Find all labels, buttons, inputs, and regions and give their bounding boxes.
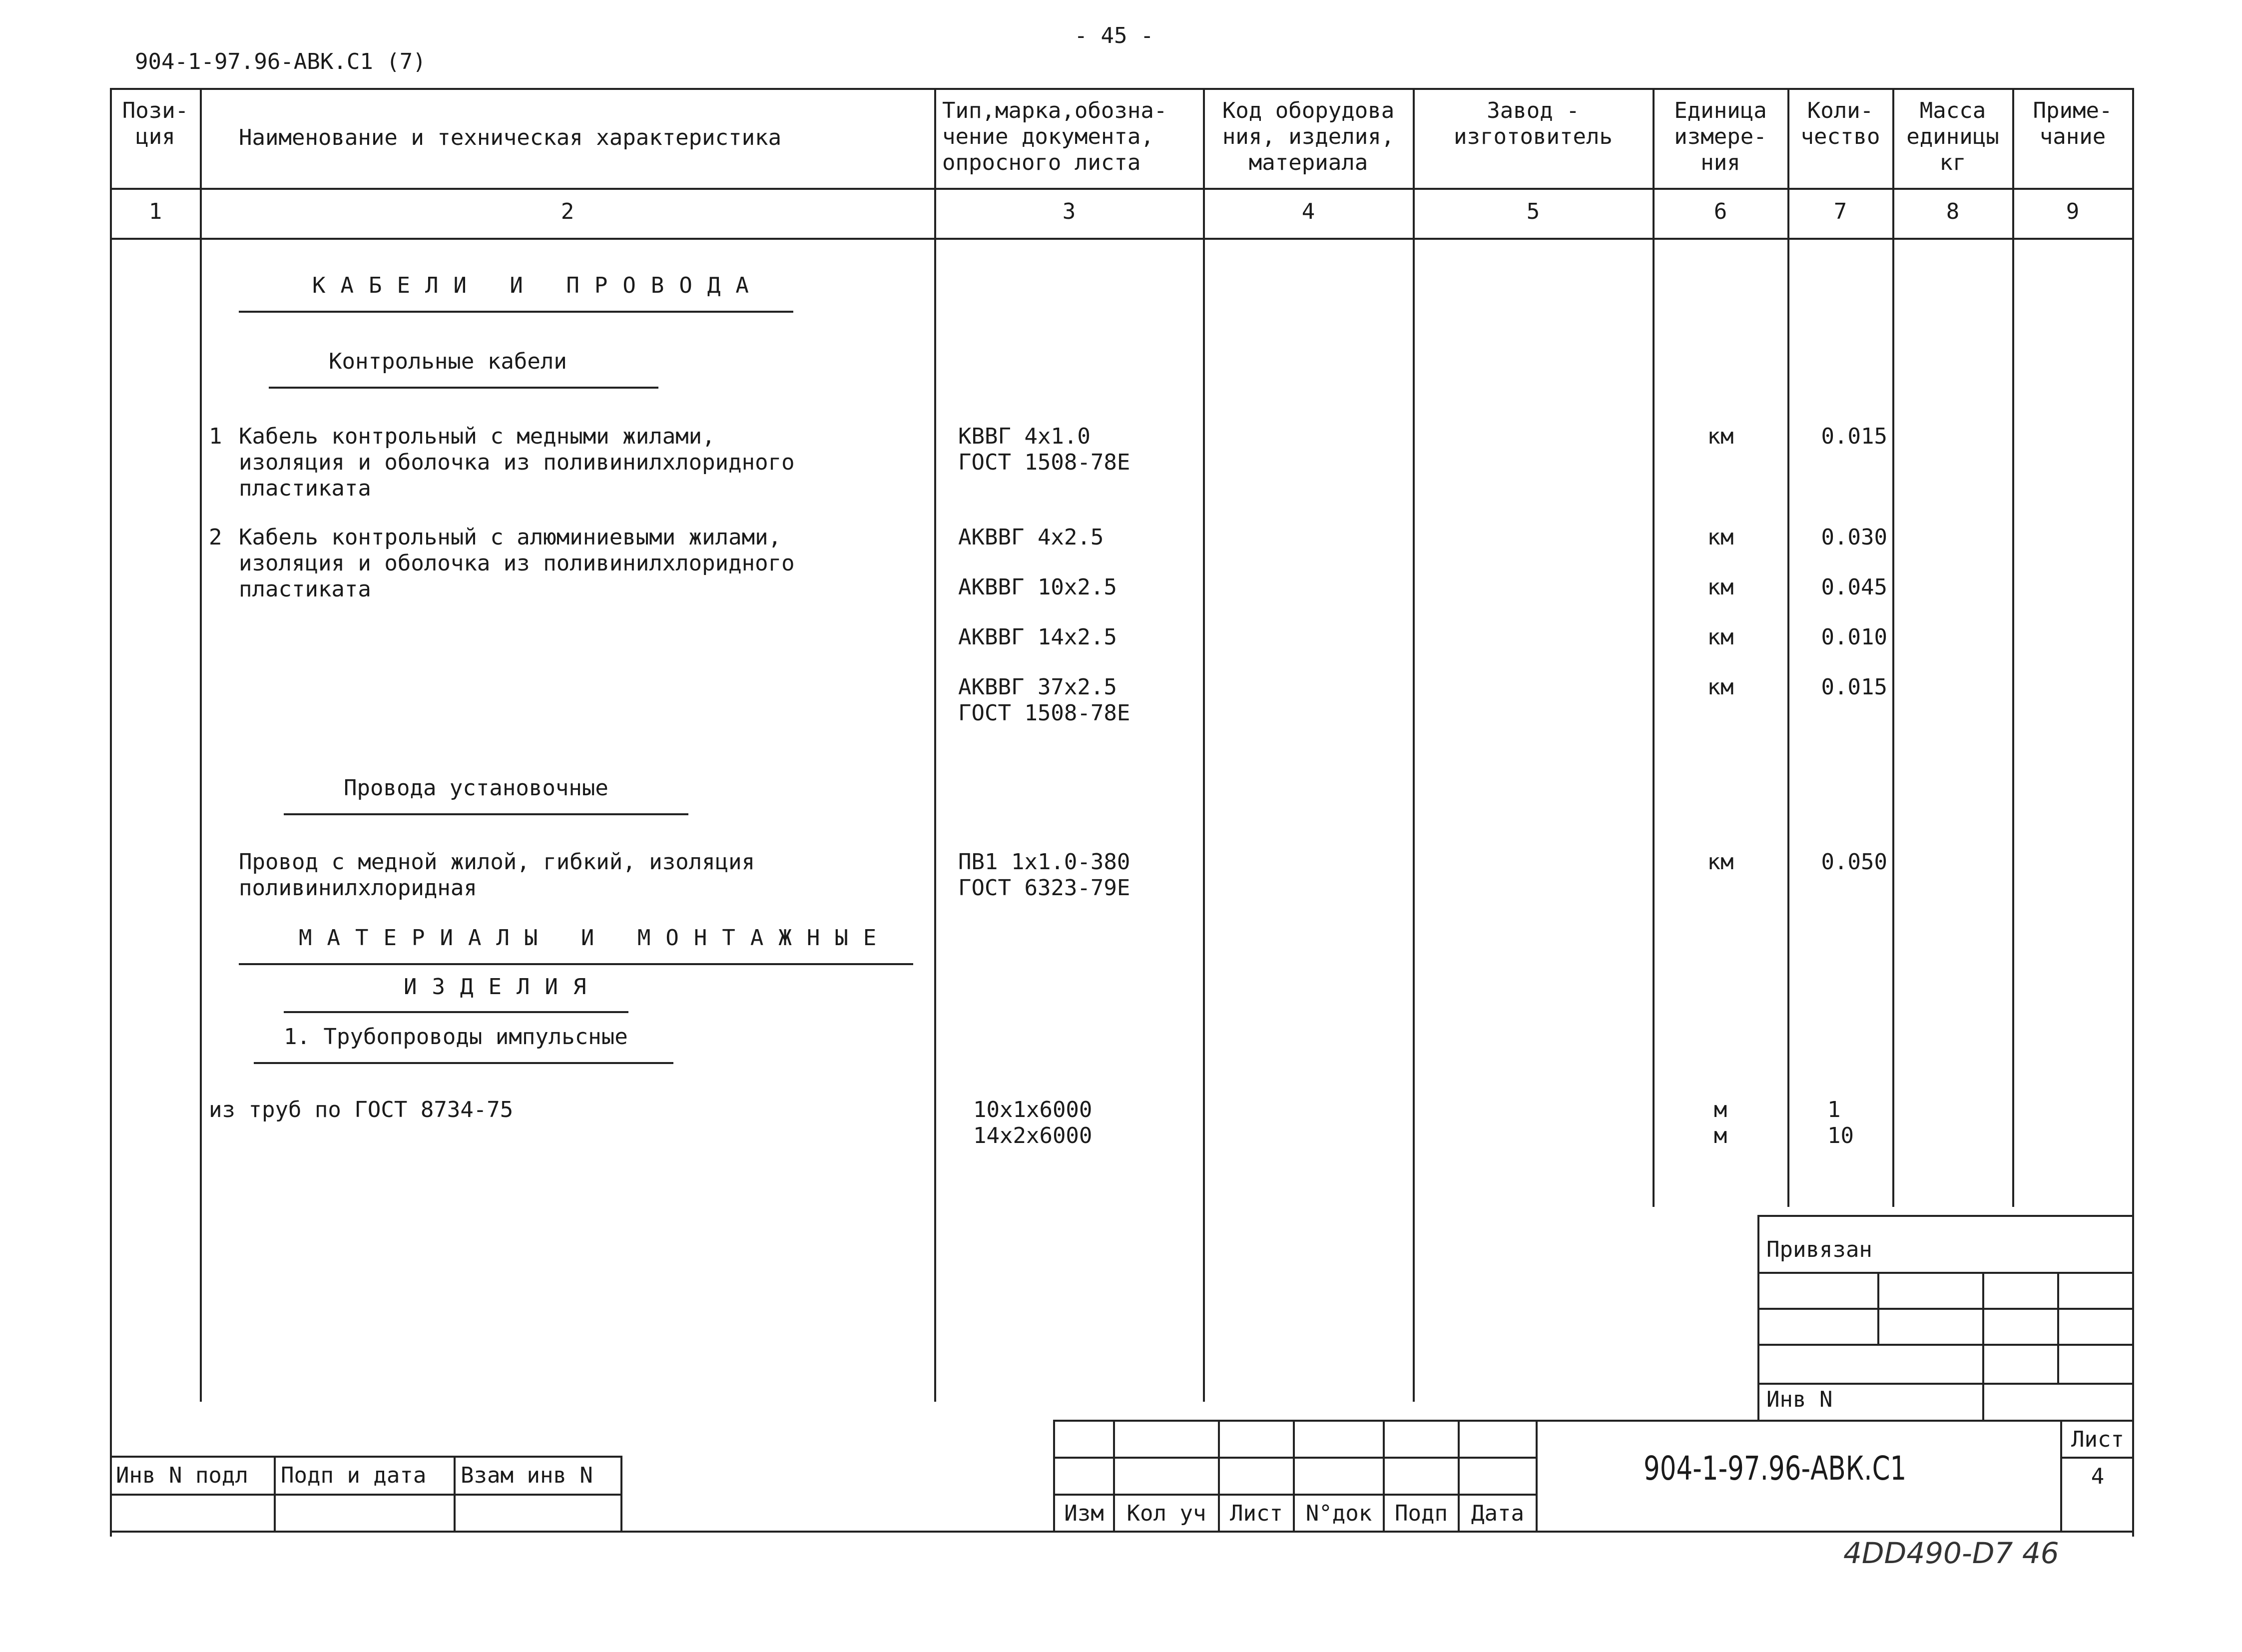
row2-unit: км	[1707, 525, 1734, 550]
title-block-doc-code: 904-1-97.96-АВК.С1	[1644, 1449, 1907, 1488]
row3-type: АКВВГ 10х2.5	[958, 574, 1117, 600]
rev-label-data: Дата	[1471, 1501, 1524, 1526]
col-header-5: Завод - изготовитель	[1454, 98, 1613, 149]
underline	[284, 1011, 628, 1013]
row4-unit: км	[1707, 624, 1734, 650]
row5-qty: 0.015	[1821, 674, 1887, 700]
col-num-8: 8	[1946, 199, 1960, 224]
underline	[284, 813, 688, 815]
row2-type: АКВВГ 4х2.5	[958, 525, 1104, 550]
privyazan-label: Привязан	[1766, 1237, 1872, 1262]
row6-name: Провод с медной жилой, гибкий, изоляция поливинилхлоридная	[239, 849, 755, 901]
sheet-label: Лист	[2071, 1427, 2124, 1452]
row7-qty: 1 10	[1827, 1097, 1854, 1148]
col-num-4: 4	[1301, 199, 1315, 224]
left-label-vzam-inv: Взам инв N	[461, 1463, 593, 1488]
section-pipes: 1. Трубопроводы импульсные	[284, 1024, 628, 1050]
rev-label-list: Лист	[1230, 1501, 1283, 1526]
col-num-6: 6	[1713, 199, 1727, 224]
row2-name: Кабель контрольный с алюминиевыми жилами, изоляция и оболочка из поливинилхлоридного пластиката	[239, 525, 795, 602]
col-num-1: 1	[148, 199, 162, 224]
row3-unit: км	[1707, 574, 1734, 600]
doc-code-top: 904-1-97.96-АВК.С1 (7)	[135, 49, 426, 74]
row1-pos: 1	[209, 424, 222, 449]
handwritten-note: 4DD490-D7 46	[1843, 1536, 2059, 1570]
sheet-number: 4	[2091, 1464, 2105, 1489]
page-number: - 45 -	[1074, 23, 1154, 48]
section-wires: Провода установочные	[344, 775, 608, 801]
underline	[239, 963, 913, 965]
row1-qty: 0.015	[1821, 424, 1887, 449]
left-label-podp-data: Подп и дата	[281, 1463, 427, 1488]
col-num-7: 7	[1833, 199, 1847, 224]
row3-qty: 0.045	[1821, 574, 1887, 600]
rev-label-ndok: N°док	[1305, 1501, 1372, 1526]
row2-qty: 0.030	[1821, 525, 1887, 550]
section-cables-title: КАБЕЛИ И ПРОВОДА	[312, 273, 764, 298]
rev-label-izm: Изм	[1064, 1501, 1104, 1526]
row7-type: 10х1х6000 14х2х6000	[973, 1097, 1093, 1148]
row6-type: ПВ1 1х1.0-380 ГОСТ 6323-79Е	[958, 849, 1130, 901]
row7-name: из труб по ГОСТ 8734-75	[209, 1097, 514, 1122]
row1-name: Кабель контрольный с медными жилами, изоляция и оболочка из поливинилхлоридного пластиката	[239, 424, 795, 501]
section-materials-line2: ИЗДЕЛИЯ	[404, 974, 601, 1000]
col-header-3: Тип,марка,обозна- чение документа, опросного листа	[942, 98, 1167, 175]
col-num-5: 5	[1526, 199, 1540, 224]
underline	[254, 1062, 673, 1064]
section-control-cables: Контрольные кабели	[329, 349, 567, 374]
col-num-3: 3	[1062, 199, 1076, 224]
rev-label-podp: Подп	[1395, 1501, 1448, 1526]
row7-unit: м м	[1713, 1097, 1727, 1148]
underline	[269, 387, 658, 389]
section-materials-line1: МАТЕРИАЛЫ И МОНТАЖНЫЕ	[299, 925, 892, 951]
col-header-9: Приме- чание	[2033, 98, 2113, 149]
row4-qty: 0.010	[1821, 624, 1887, 650]
row4-type: АКВВГ 14х2.5	[958, 624, 1117, 650]
row6-qty: 0.050	[1821, 849, 1887, 875]
row1-type: КВВГ 4х1.0 ГОСТ 1508-78Е	[958, 424, 1130, 475]
underline	[239, 311, 793, 313]
col-header-8: Масса единицы кг	[1906, 98, 1999, 175]
col-header-7: Коли- чество	[1800, 98, 1880, 149]
col-header-6: Единица измере- ния	[1674, 98, 1767, 175]
rev-label-kol-uch: Кол уч	[1126, 1501, 1206, 1526]
row2-pos: 2	[209, 525, 222, 550]
col-header-4: Код оборудова ния, изделия, материала	[1222, 98, 1395, 175]
col-header-2: Наименование и техническая характеристика	[239, 125, 782, 150]
row1-unit: км	[1707, 424, 1734, 449]
col-num-9: 9	[2066, 199, 2080, 224]
left-label-inv-podl: Инв N подл	[116, 1463, 248, 1488]
inv-n-label: Инв N	[1766, 1387, 1833, 1412]
row5-unit: км	[1707, 674, 1734, 700]
col-header-1: Пози- ция	[122, 98, 189, 149]
row6-unit: км	[1707, 849, 1734, 875]
col-num-2: 2	[560, 199, 574, 224]
row5-type: АКВВГ 37х2.5 ГОСТ 1508-78Е	[958, 674, 1130, 726]
